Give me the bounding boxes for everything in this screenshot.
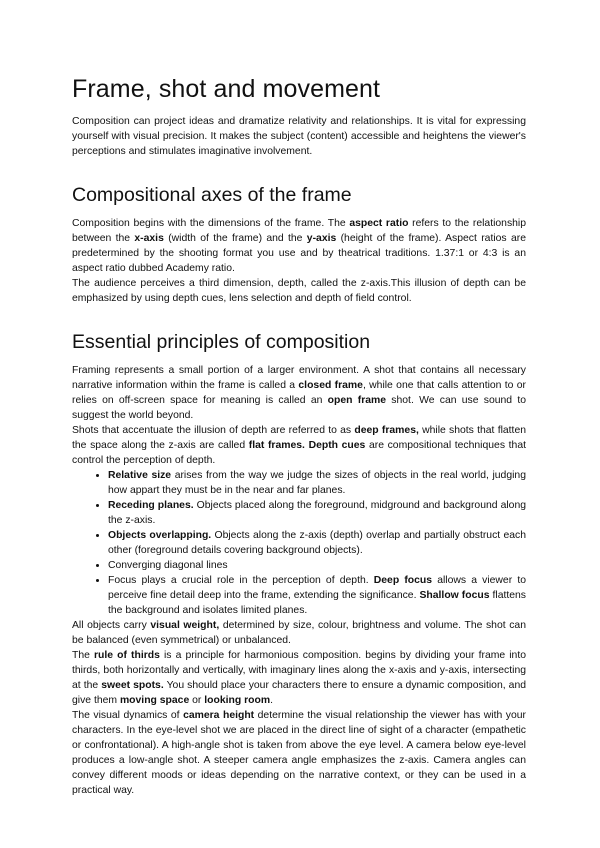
paragraph: Composition begins with the dimensions of the frame. The aspect ratio refers to the relationship between the x-axis (width of the frame) and the y-axis (height of the frame). Aspect ratios are predetermined by the shooting format you use and by theatrical traditions. 1.37:1 or 4:3 is an aspect ratio dubbed Academy ratio. (72, 218, 527, 274)
paragraph: All objects carry visual weight, determined by size, colour, brightness and volume. The shot can be balanced (even symmetrical) or unbalanced. (72, 620, 526, 646)
list-item: • Converging diagonal lines (108, 558, 526, 573)
section-heading-principles: Essential principles of composition (72, 331, 371, 353)
section-heading-axes: Compositional axes of the frame (72, 184, 352, 206)
section-principles-body (72, 363, 526, 798)
intro-paragraph: Composition can project ideas and dramatize relativity and relationships. It is vital for expressing yourself with visual precision. It makes the subject (content) accessible and heightens the viewer's perceptions and stimulates imaginative involvement. (72, 116, 526, 157)
document-page (72, 64, 526, 798)
paragraph: Framing represents a small portion of a larger environment. A shot that contains all necessary narrative information within the frame is called a closed frame, while one that calls attention to or relies on off-screen space for meaning is called an open frame shot. We can use sound to suggest the world beyond. (72, 365, 527, 421)
section-axes-body (72, 216, 526, 306)
list-item: • Receding planes. Objects placed along the foreground, midground and background along the z-axis. (108, 498, 526, 528)
list-item: • Objects overlapping. Objects along the z-axis (depth) overlap and partially obstruct each other (foreground details covering background objects). (108, 528, 526, 558)
paragraph: The audience perceives a third dimension, depth, called the z-axis.This illusion of depth can be emphasized by using depth cues, lens selection and depth of field control. (72, 278, 526, 304)
paragraph: Shots that accentuate the illusion of depth are referred to as deep frames, while shots that flatten the space along the z-axis are called flat frames. Depth cues are compositional techniques that control the perception of depth. (72, 425, 526, 466)
paragraph: The visual dynamics of camera height determine the visual relationship the viewer has with your characters. In the eye-level shot we are placed in the direct line of sight of a character (empathetic or confrontational). A high-angle shot is taken from above the eye level. A camera below eye-level produces a low-angle shot. A steeper camera angle emphasizes the z-axis. Camera angles can convey different moods or ideas depending on the narrative context, or they can be used in a practical way. (72, 710, 526, 796)
page-title: Frame, shot and movement (72, 75, 381, 103)
paragraph: The rule of thirds is a principle for harmonious composition. begins by dividing your frame into thirds, both horizontally and vertically, with imaginary lines along the x-axis and y-axis, intersecting at the sweet spots. You should place your characters there to ensure a dynamic composition, and give them moving space or looking room. (72, 650, 526, 706)
list-item: • Focus plays a crucial role in the perception of depth. Deep focus allows a viewer to perceive fine detail deep into the frame, extending the significance. Shallow focus flattens the background and isolates limited planes. (108, 573, 526, 618)
list-item: • Relative size arises from the way we judge the sizes of objects in the real world, judging how appart they must be in the near and far planes. (108, 468, 526, 498)
depth-cues-list (72, 468, 526, 618)
